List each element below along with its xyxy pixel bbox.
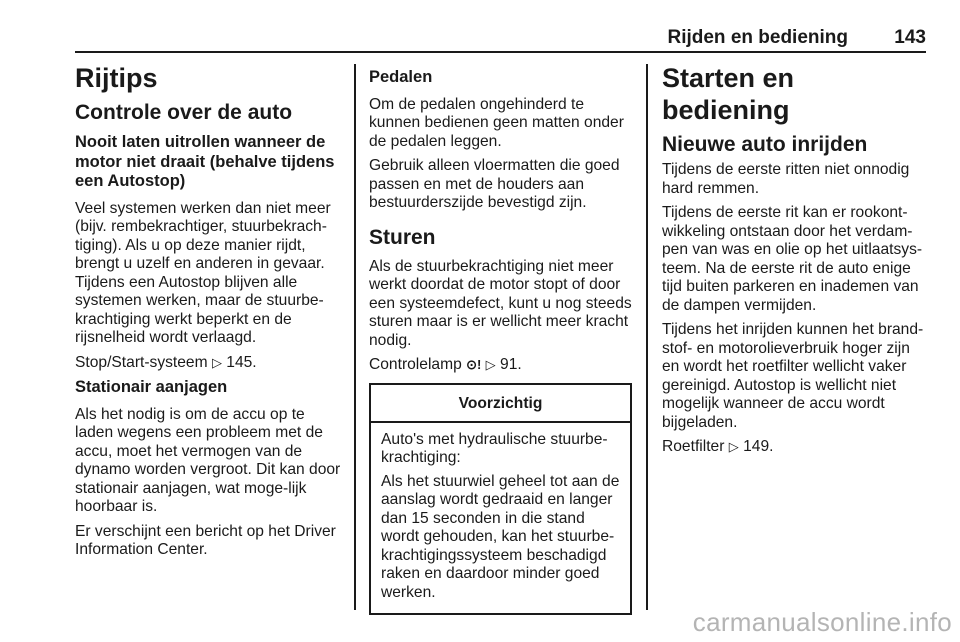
header-title: Rijden en bediening [667, 27, 848, 48]
cross-reference [75, 354, 345, 373]
section-title-stationair: Stationair aanjagen [75, 378, 228, 396]
cross-reference-text: Roetfilter [662, 438, 725, 455]
cross-reference-page: 149. [743, 438, 774, 455]
paragraph: Auto's met hydraulische stuurbe-krachtiging: [381, 430, 608, 466]
section-title-uitrollen: Nooit laten uitrollen wanneer de motor niet draait (behalve tijdens een Autostop) [75, 133, 335, 190]
paragraph: Gebruik alleen vloermatten die goed passen en met de houders aan bestuurderszijde bevestigd zijn. [369, 157, 620, 211]
page-reference-arrow-icon: ▷ [211, 354, 222, 370]
paragraph: Als de stuurbekrachtiging niet meer werkt doordat de motor stopt of door een systeemdefect, kunt u nog steeds sturen maar is er wellicht meer kracht nodig. [369, 257, 632, 349]
page-header [0, 0, 960, 50]
cross-reference-page: 91. [500, 356, 522, 373]
paragraph: Als het stuurwiel geheel tot aan de aanslag wordt gedraaid en langer dan 15 seconden in die stand wordt gehouden, kan het stuurbe-krachtigingssysteem beschadigd raken en daardoor minder goed werken. [381, 472, 620, 601]
cross-reference-text: Controlelamp [369, 356, 462, 373]
heading-starten: Starten en bediening [662, 63, 795, 125]
column-left [75, 62, 345, 566]
cross-reference-page: 145. [226, 353, 257, 371]
header-rule [75, 51, 926, 53]
subheading-controle: Controle over de auto [75, 101, 293, 124]
section-title-pedalen: Pedalen [369, 68, 433, 86]
column-right [662, 62, 928, 463]
cross-reference [369, 356, 632, 375]
cross-reference-text: Stop/Start-systeem [75, 353, 208, 371]
cross-reference [662, 438, 928, 457]
page-reference-arrow-icon: ▷ [728, 439, 739, 454]
column-divider-right [646, 64, 648, 610]
watermark: carmanualsonline.info [692, 607, 952, 637]
steering-warning-lamp-icon: ⊙! [466, 357, 482, 372]
subheading-inrijden: Nieuwe auto inrijden [662, 133, 868, 156]
paragraph: Om de pedalen ongehinderd te kunnen bedienen geen matten onder de pedalen leggen. [369, 95, 624, 150]
page-number: 143 [894, 27, 926, 48]
page-reference-arrow-icon: ▷ [485, 357, 496, 372]
heading-sturen: Sturen [369, 225, 436, 249]
paragraph: Tijdens het inrijden kunnen het brand-stof- en motorolieverbruik hoger zijn en wordt het roetfilter wellicht vaker gereinigd. Autostop is wellicht niet mogelijk wanneer de accu wordt bijgeladen. [662, 321, 924, 431]
heading-rijtips: Rijtips [75, 63, 158, 93]
paragraph: Veel systemen werken dan niet meer (bijv. rembekrachtiger, stuurbekrach-tiging). Als u op deze manier rijdt, brengt u uzelf en anderen in gevaar. Tijdens een Autostop blijven alle systemen werken, maar de stuurbe-krachtiging werkt beperkt en de rijsnelheid wordt verlaagd. [75, 199, 331, 346]
paragraph: Als het nodig is om de accu op te laden wegens een probleem met de accu, moet het vermogen van de dynamo worden vergroot. Dit kan door stationair aanjagen, wat moge-lijk hoorbaar is. [75, 405, 341, 515]
paragraph: Er verschijnt een bericht op het Driver Information Center. [75, 522, 336, 558]
caution-title: Voorzichtig [371, 385, 630, 423]
column-divider-left [354, 64, 356, 610]
caution-body [371, 423, 630, 614]
caution-box [369, 383, 632, 616]
paragraph: Tijdens de eerste ritten niet onnodig hard remmen. [662, 161, 910, 197]
paragraph: Tijdens de eerste rit kan er rookont-wikkeling ontstaan door het verdam-pen van was en olie op het uitlaatsys-teem. Na de eerste rit de auto enige tijd buiten parkeren en inademen van de dampen vermijden. [662, 204, 923, 314]
column-middle [369, 62, 632, 615]
